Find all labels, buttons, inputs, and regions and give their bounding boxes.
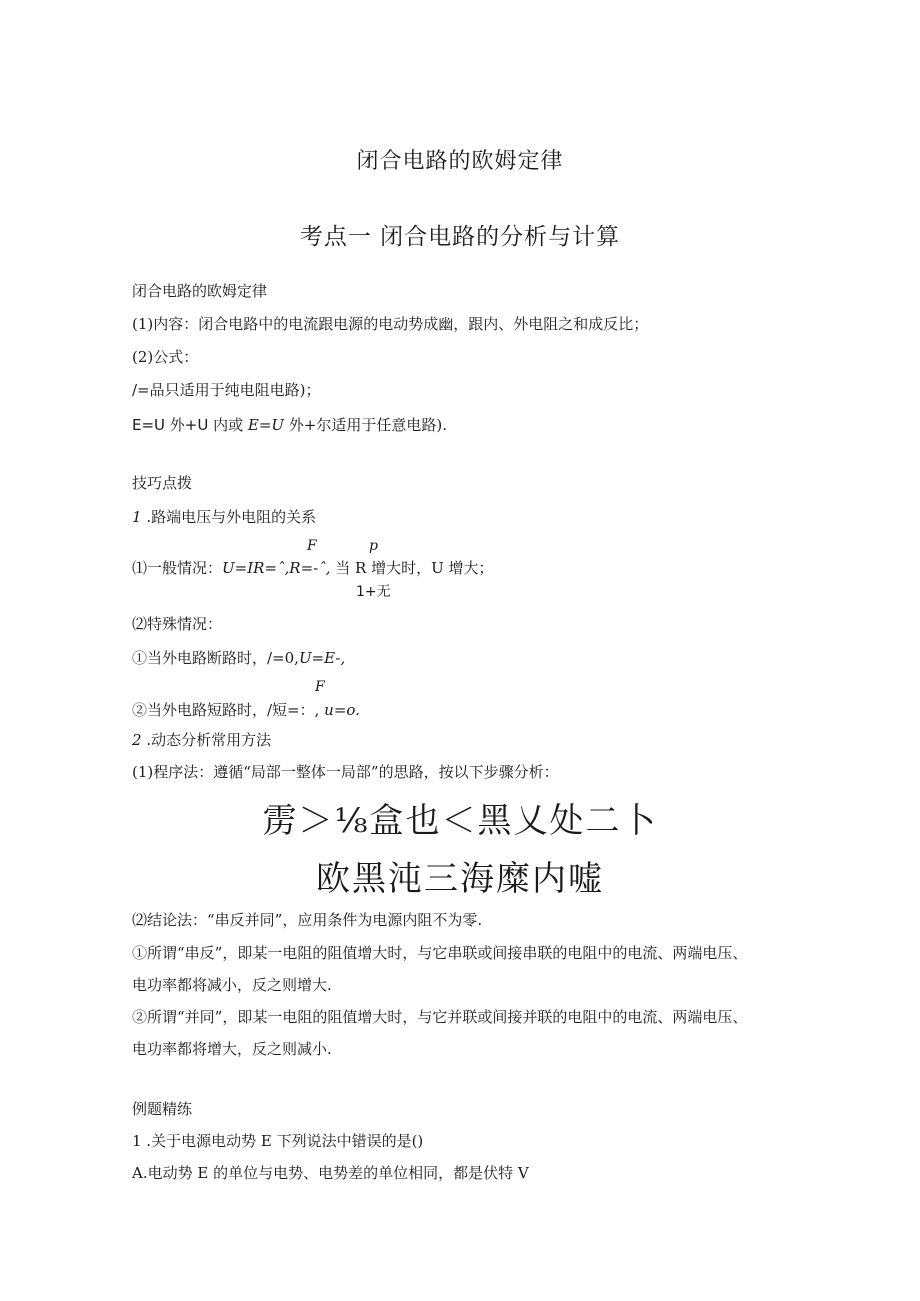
parallel-rule-line-1: ②所谓“并同”，即某一电阻的阻值增大时，与它并联或间接并联的电阻中的电流、两端电压、 bbox=[132, 1008, 748, 1026]
short-circuit-line bbox=[132, 699, 360, 720]
item2-text: .动态分析常用方法 bbox=[141, 731, 272, 749]
item2-heading bbox=[132, 729, 271, 750]
series-rule-line-2: 电功率都将减小，反之则增大. bbox=[132, 976, 332, 994]
item2-number: 2 bbox=[132, 731, 142, 749]
paragraph-formula-label: (2)公式： bbox=[132, 348, 199, 366]
general-case-formula: U=IR=ˆ,R=-ˆ, bbox=[222, 559, 331, 577]
formula-pure-resistance: /=品只适用于纯电阻电路)； bbox=[132, 381, 321, 399]
general-case-line bbox=[132, 557, 494, 578]
short-circuit-text: ②当外电路短路时，/短=：, bbox=[132, 701, 325, 719]
fraction-numerator-p: p bbox=[369, 538, 378, 554]
item1-number: 1 bbox=[132, 508, 142, 526]
examples-heading: 例题精练 bbox=[132, 1100, 193, 1118]
general-case-text: 当 R 增大时，U 增大； bbox=[330, 559, 494, 577]
short-circuit-formula: u=o. bbox=[324, 701, 360, 719]
tips-heading: 技巧点拨 bbox=[132, 474, 193, 492]
question-1: 1 .关于电源电动势 E 下列说法中错误的是() bbox=[132, 1132, 424, 1150]
open-circuit-text: ①当外电路断路时，/=0, bbox=[132, 649, 299, 667]
section-title: 考点一 闭合电路的分析与计算 bbox=[299, 224, 621, 250]
parallel-rule-line-2: 电功率都将增大，反之则减小. bbox=[132, 1040, 332, 1058]
paragraph-law-name: 闭合电路的欧姆定律 bbox=[132, 282, 268, 300]
formula-part-a: E=U 外+U 内或 bbox=[132, 416, 248, 434]
conclusion-method: ⑵结论法：“串反并同”，应用条件为电源内阻不为零. bbox=[132, 911, 483, 929]
program-method: (1)程序法：遵循“局部一整体一局部”的思路，按以下步骤分析： bbox=[132, 763, 559, 781]
open-circuit-line bbox=[132, 647, 345, 668]
question-1-option-a: A.电动势 E 的单位与电势、电势差的单位相同，都是伏特 V bbox=[132, 1164, 529, 1182]
fraction-numerator-f: F bbox=[307, 538, 317, 554]
general-case-label: ⑴一般情况： bbox=[132, 559, 223, 577]
formula-part-c: 外+尔适用于任意电路). bbox=[284, 416, 448, 434]
paragraph-content: (1)内容：闭合电路中的电流跟电源的电动势成幽，跟内、外电阻之和成反比； bbox=[132, 315, 649, 333]
item1-heading bbox=[132, 506, 316, 527]
flowchart-line-1: 雳＞⅛盒也＜黑乂处二卜 bbox=[262, 801, 658, 841]
flowchart-line-2: 欧黑沌三海糜内嘘 bbox=[316, 859, 604, 899]
item1-text: .路端电压与外电阻的关系 bbox=[141, 508, 317, 526]
short-fraction-numerator: F bbox=[315, 679, 325, 695]
fraction-denominator: 1+无 bbox=[356, 584, 391, 600]
page-title: 闭合电路的欧姆定律 bbox=[356, 149, 564, 174]
formula-any-circuit bbox=[132, 414, 447, 435]
special-case-heading: ⑵特殊情况： bbox=[132, 615, 223, 633]
formula-part-b: E=U bbox=[247, 416, 285, 434]
open-circuit-formula: U=E-, bbox=[298, 649, 346, 667]
series-rule-line-1: ①所谓“串反”，即某一电阻的阻值增大时，与它串联或间接串联的电阻中的电流、两端电压、 bbox=[132, 944, 748, 962]
